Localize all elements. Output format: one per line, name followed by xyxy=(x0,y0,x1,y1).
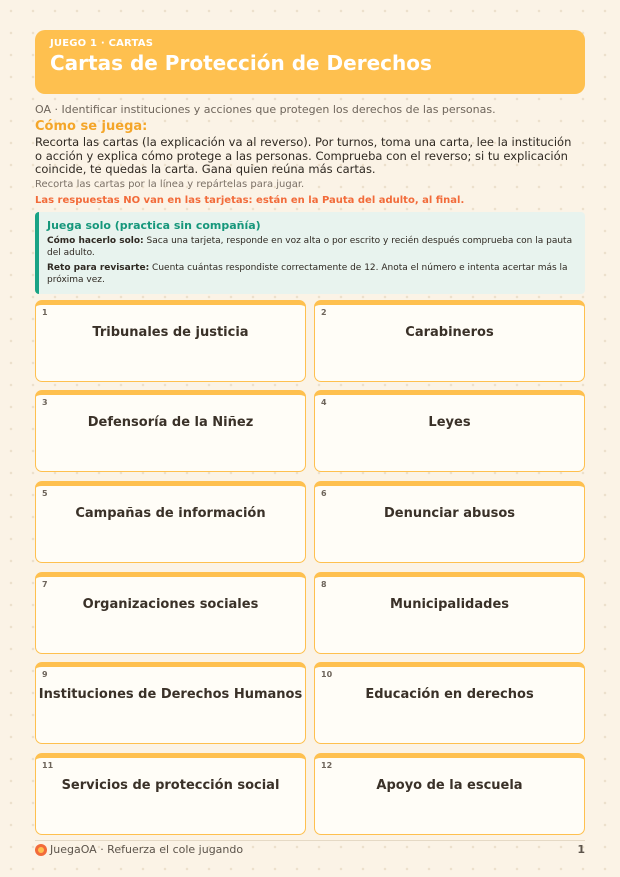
solo-title: Juega solo (practica sin compañía) xyxy=(47,219,261,232)
card-name: Municipalidades xyxy=(390,597,509,612)
footer-divider xyxy=(35,840,585,841)
card-number: 11 xyxy=(42,761,54,770)
solo-review-text: Cuenta cuántas respondiste correctamente de 12. Anota el número e intenta acertar más la próxima vez. xyxy=(47,263,568,285)
card-number: 8 xyxy=(321,580,327,589)
solo-how-line xyxy=(47,235,573,259)
card xyxy=(35,572,306,654)
card xyxy=(314,300,585,382)
card-name: Defensoría de la Niñez xyxy=(87,415,254,430)
card-name: Tribunales de justicia xyxy=(92,325,249,340)
cut-note: Recorta las cartas por la línea y repártelas para jugar. xyxy=(35,179,305,190)
card-number: 10 xyxy=(321,670,333,679)
page-header xyxy=(35,30,585,94)
card-number: 2 xyxy=(321,308,327,317)
card xyxy=(35,662,306,744)
card xyxy=(314,753,585,835)
card-name: Campañas de información xyxy=(75,506,266,521)
card xyxy=(314,390,585,472)
card xyxy=(314,572,585,654)
card-number: 12 xyxy=(321,761,333,770)
card xyxy=(35,753,306,835)
card-name: Instituciones de Derechos Humanos xyxy=(38,687,303,702)
card-number: 7 xyxy=(42,580,48,589)
solo-play-box xyxy=(35,212,585,294)
game-kicker: JUEGO 1 · CARTAS xyxy=(50,38,154,49)
solo-review-line xyxy=(47,262,573,286)
card-number: 9 xyxy=(42,670,48,679)
solo-review-label: Reto para revisarte: xyxy=(47,263,150,273)
card-name: Organizaciones sociales xyxy=(82,597,259,612)
card xyxy=(314,662,585,744)
howto-text: Recorta las cartas (la explicación va al reverso). Por turnos, toma una carta, lee la institución o acción y explica cómo protege a las personas. Comprueba con el reverso; si tu explicación coincide, te quedas la carta. Gana quien reúna más cartas. xyxy=(35,135,572,176)
brand-logo-icon xyxy=(35,844,47,856)
card-number: 5 xyxy=(42,489,48,498)
card xyxy=(314,481,585,563)
footer-brand: JuegaOA · Refuerza el cole jugando xyxy=(50,843,244,856)
card-number: 6 xyxy=(321,489,327,498)
card xyxy=(35,390,306,472)
card xyxy=(35,481,306,563)
page-footer xyxy=(35,843,585,859)
card-name: Denunciar abusos xyxy=(384,506,515,521)
card-number: 1 xyxy=(42,308,48,317)
card-name: Educación en derechos xyxy=(365,687,534,702)
card xyxy=(35,300,306,382)
card-number: 4 xyxy=(321,398,327,407)
card-number: 3 xyxy=(42,398,48,407)
card-name: Apoyo de la escuela xyxy=(376,778,523,793)
howto-title: Cómo se juega: xyxy=(35,119,148,134)
page-number: 1 xyxy=(577,843,585,856)
learning-objective: OA · Identificar instituciones y acciones que protegen los derechos de las personas. xyxy=(35,103,496,116)
answers-warning: Las respuestas NO van en las tarjetas: están en la Pauta del adulto, al final. xyxy=(35,195,465,206)
page-title: Cartas de Protección de Derechos xyxy=(50,51,432,75)
card-name: Servicios de protección social xyxy=(61,778,280,793)
card-name: Leyes xyxy=(428,415,471,430)
card-name: Carabineros xyxy=(405,325,494,340)
solo-how-label: Cómo hacerlo solo: xyxy=(47,236,144,246)
solo-how-text: Saca una tarjeta, responde en voz alta o por escrito y recién después comprueba con la pauta del adulto. xyxy=(47,236,573,258)
